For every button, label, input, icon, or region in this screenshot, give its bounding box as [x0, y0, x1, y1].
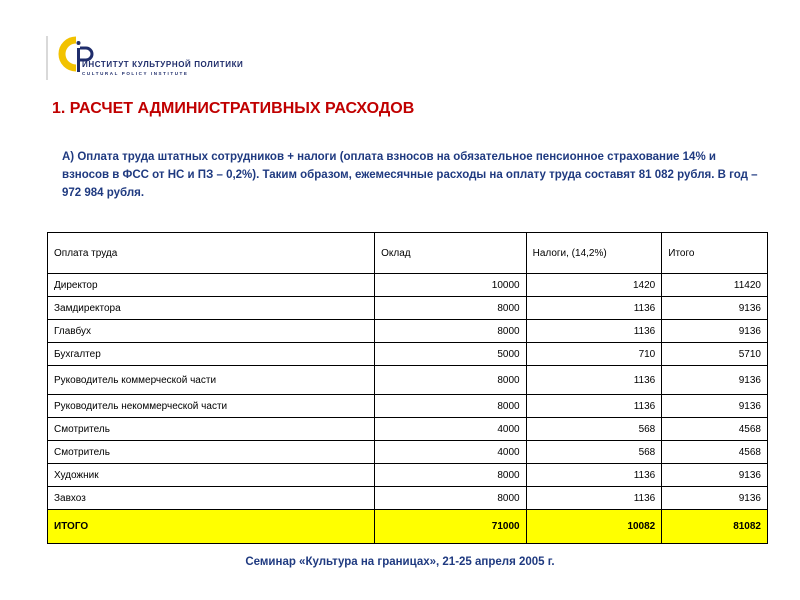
cell-taxes: 568 [526, 441, 662, 464]
table-row [48, 464, 768, 487]
cell-position: Смотритель [48, 441, 375, 464]
cell-taxes: 1136 [526, 366, 662, 395]
intro-paragraph: А) Оплата труда штатных сотрудников + налоги (оплата взносов на обязательное пенсионное страхование 14% и взносов в ФСС от НС и ПЗ – 0,2%). Таким образом, ежемесячные расходы на оплату труда составят 81 082 рубля. В год – 972 984 рубля. [62, 151, 758, 199]
cell-salary: 4000 [375, 441, 526, 464]
table-row [48, 274, 768, 297]
cell-total: 9136 [662, 464, 768, 487]
total-label: ИТОГО [48, 510, 375, 544]
cell-position: Художник [48, 464, 375, 487]
cell-salary: 8000 [375, 487, 526, 510]
table-row [48, 441, 768, 464]
column-header-total: Итого [662, 233, 768, 274]
cell-salary: 4000 [375, 418, 526, 441]
table-row [48, 418, 768, 441]
cell-total: 9136 [662, 487, 768, 510]
cell-taxes: 1136 [526, 320, 662, 343]
cell-position: Замдиректора [48, 297, 375, 320]
seminar-footer: Семинар «Культура на границах», 21-25 апреля 2005 г. [245, 556, 555, 568]
cell-position: Смотритель [48, 418, 375, 441]
cell-salary: 8000 [375, 297, 526, 320]
table-row [48, 297, 768, 320]
table-total-row [48, 510, 768, 544]
cell-total: 5710 [662, 343, 768, 366]
cell-salary: 5000 [375, 343, 526, 366]
cell-position: Руководитель коммерческой части [48, 366, 375, 395]
table-row [48, 395, 768, 418]
column-header-salary: Оклад [375, 233, 526, 274]
cell-position: Главбух [48, 320, 375, 343]
cell-total: 11420 [662, 274, 768, 297]
column-header-taxes: Налоги, (14,2%) [526, 233, 662, 274]
page-title: 1. РАСЧЕТ АДМИНИСТРАТИВНЫХ РАСХОДОВ [52, 100, 415, 117]
cell-total: 9136 [662, 395, 768, 418]
logo-divider [46, 36, 48, 80]
cell-salary: 10000 [375, 274, 526, 297]
table-row [48, 366, 768, 395]
cell-total: 4568 [662, 441, 768, 464]
cell-total: 9136 [662, 366, 768, 395]
cell-position: Бухгалтер [48, 343, 375, 366]
cell-salary: 8000 [375, 366, 526, 395]
table-header-row [48, 233, 768, 274]
cell-salary: 8000 [375, 320, 526, 343]
cell-taxes: 568 [526, 418, 662, 441]
cell-taxes: 1136 [526, 487, 662, 510]
institute-logo [46, 34, 276, 80]
table-row [48, 343, 768, 366]
cell-taxes: 1136 [526, 395, 662, 418]
column-header-position: Оплата труда [48, 233, 375, 274]
table-row [48, 320, 768, 343]
cell-salary: 8000 [375, 464, 526, 487]
logo-name: ИНСТИТУТ КУЛЬТУРНОЙ ПОЛИТИКИ [82, 60, 244, 69]
salary-table [47, 232, 768, 544]
cell-salary: 8000 [375, 395, 526, 418]
table-row [48, 487, 768, 510]
cell-total: 9136 [662, 297, 768, 320]
cell-taxes: 710 [526, 343, 662, 366]
total-sum: 81082 [662, 510, 768, 544]
cell-total: 4568 [662, 418, 768, 441]
cell-position: Директор [48, 274, 375, 297]
cell-taxes: 1136 [526, 297, 662, 320]
cell-taxes: 1420 [526, 274, 662, 297]
cell-total: 9136 [662, 320, 768, 343]
cell-taxes: 1136 [526, 464, 662, 487]
total-salary: 71000 [375, 510, 526, 544]
cell-position: Завхоз [48, 487, 375, 510]
total-taxes: 10082 [526, 510, 662, 544]
logo-subtitle: CULTURAL POLICY INSTITUTE [82, 71, 189, 76]
cell-position: Руководитель некоммерческой части [48, 395, 375, 418]
